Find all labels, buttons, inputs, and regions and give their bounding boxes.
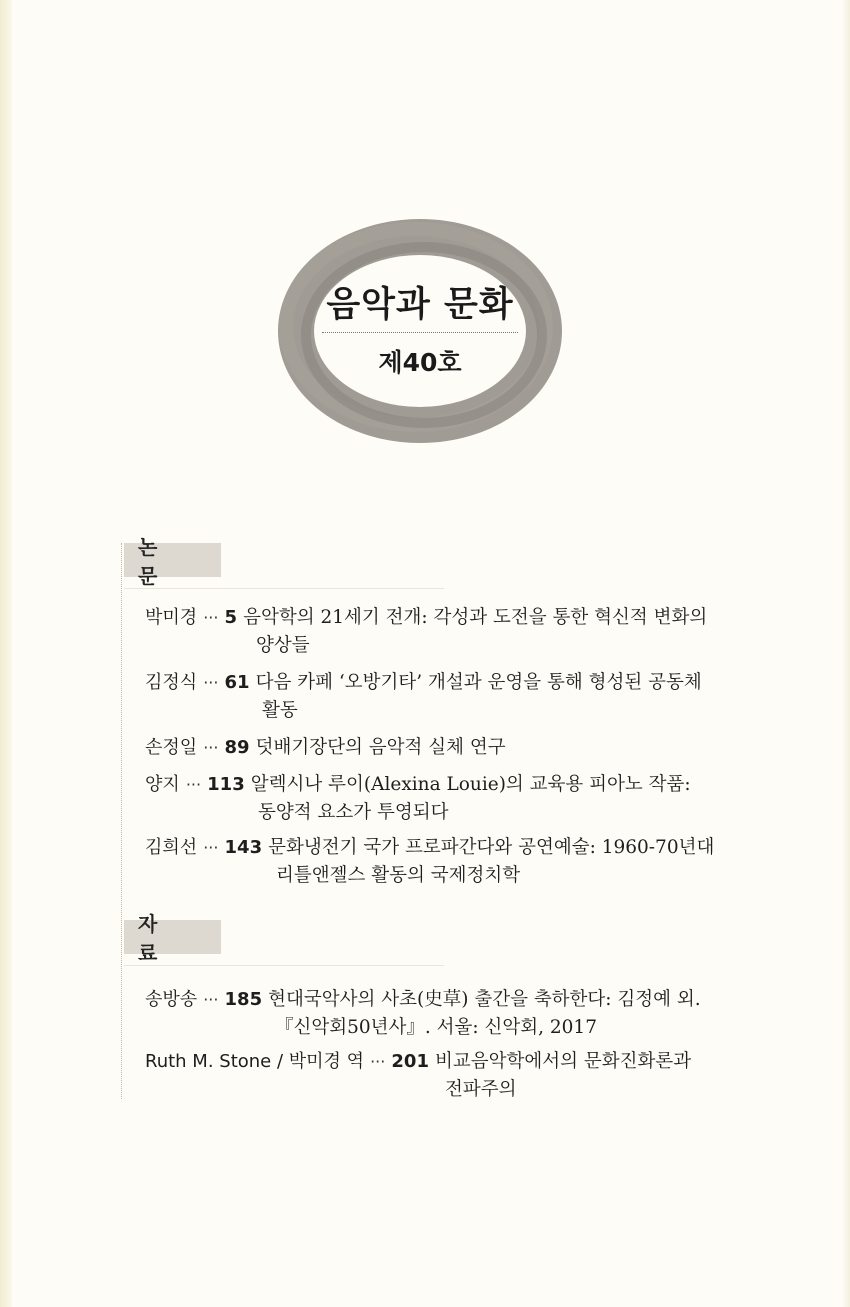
entry-author: 박미경 <box>145 607 198 628</box>
entry-title-continued: 활동 <box>262 700 298 721</box>
leader-dots: ··· <box>203 608 219 627</box>
entry-author: 양지 <box>145 774 180 795</box>
toc-entry <box>145 770 691 799</box>
section-divider <box>124 965 444 966</box>
entry-title-continued: 리틀앤젤스 활동의 국제정치학 <box>276 865 521 886</box>
toc-entry <box>145 733 506 762</box>
leader-dots: ··· <box>185 775 202 794</box>
entry-title: 현대국악사의 사초(史草) 출간을 축하한다: 김정예 외. <box>268 989 701 1010</box>
entry-author: 김희선 <box>145 837 198 858</box>
issue-number: 제40호 <box>378 348 462 377</box>
dotted-margin-guide <box>121 543 122 1099</box>
leader-dots: ··· <box>203 738 219 757</box>
page-edge <box>0 0 12 1307</box>
entry-author: 김정식 <box>145 672 198 693</box>
leader-dots: ··· <box>203 673 219 692</box>
entry-page: 201 <box>391 1051 429 1072</box>
entry-title: 다음 카페 ‘오방기타’ 개설과 운영을 통해 형성된 공동체 <box>255 672 702 693</box>
entry-title: 문화냉전기 국가 프로파간다와 공연예술: 1960-70년대 <box>268 837 715 858</box>
entry-page: 61 <box>224 672 250 693</box>
page-edge-right <box>842 0 850 1307</box>
title-divider <box>322 332 518 333</box>
leader-dots: ··· <box>370 1052 386 1071</box>
brush-ring-emblem <box>270 215 570 447</box>
section-label-papers: 논 문 <box>124 543 221 577</box>
entry-title: 비교음악학에서의 문화진화론과 <box>435 1051 692 1072</box>
journal-title: 음악과 문화 <box>326 285 514 325</box>
entry-author: 손정일 <box>145 737 198 758</box>
leader-dots: ··· <box>203 990 219 1009</box>
section-divider <box>124 588 444 589</box>
toc-entry <box>145 668 702 697</box>
entry-author: 송방송 <box>145 989 198 1010</box>
entry-title: 알렉시나 루이(Alexina Louie)의 교육용 피아노 작품: <box>250 774 691 795</box>
entry-title-continued: 전파주의 <box>445 1079 517 1100</box>
entry-title-continued: 『신악회50년사』. 서울: 신악회, 2017 <box>275 1017 597 1038</box>
toc-entry <box>145 985 701 1014</box>
entry-page: 143 <box>224 837 263 858</box>
entry-title-continued: 양상들 <box>256 635 310 656</box>
toc-entry <box>145 1047 691 1076</box>
entry-page: 185 <box>224 989 263 1010</box>
entry-title: 덧배기장단의 음악적 실체 연구 <box>255 737 506 758</box>
entry-title-continued: 동양적 요소가 투영되다 <box>258 802 449 823</box>
entry-title: 음악학의 21세기 전개: 각성과 도전을 통한 혁신적 변화의 <box>243 607 708 628</box>
section-label-materials: 자 료 <box>124 920 221 954</box>
toc-entry <box>145 833 714 862</box>
toc-entry <box>145 603 707 632</box>
entry-page: 113 <box>207 774 245 795</box>
entry-author: Ruth M. Stone / 박미경 역 <box>145 1051 365 1072</box>
entry-page: 89 <box>224 737 250 758</box>
entry-page: 5 <box>224 607 238 628</box>
leader-dots: ··· <box>203 838 219 857</box>
